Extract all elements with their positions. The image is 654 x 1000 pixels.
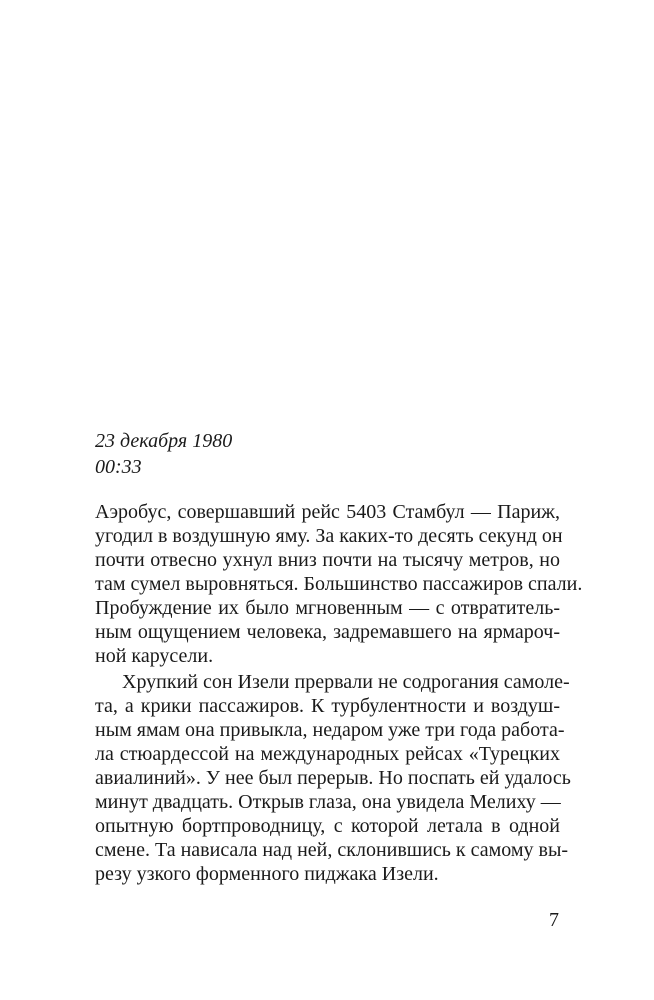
text-line: почти отвесно ухнул вниз почти на тысячу метров, но — [95, 549, 560, 571]
text-line: угодил в воздушную яму. За каких-то десять секунд он — [95, 525, 563, 547]
text-line: там сумел выровняться. Большинство пассажиров спали. — [95, 573, 583, 595]
paragraph-1 — [95, 500, 583, 668]
text-line: ной карусели. — [95, 645, 214, 667]
text-line: ным ямам она привыкла, недаром уже три года работа- — [95, 719, 565, 741]
text-line: ла стюардессой на международных рейсах «Турецких — [95, 743, 560, 765]
page-number: 7 — [549, 909, 559, 931]
chapter-dateline — [95, 428, 565, 480]
text-line: смене. Та нависала над ней, склонившись к самому вы- — [95, 839, 569, 861]
text-line: резу узкого форменного пиджака Изели. — [95, 863, 439, 885]
text-line: ным ощущением человека, задремавшего на ярмароч- — [95, 621, 560, 643]
dateline-date: 23 декабря 1980 — [95, 430, 233, 452]
dateline-time: 00:33 — [95, 456, 142, 478]
text-line: Пробуждение их было мгновенным — с отвратитель- — [95, 597, 560, 619]
text-line: Аэробус, совершавший рейс 5403 Стамбул — Париж, — [95, 501, 560, 523]
body-text — [95, 500, 583, 886]
text-line: минут двадцать. Открыв глаза, она увидела Мелиху — — [95, 791, 561, 813]
text-line: опытную бортпроводницу, с которой летала в одной — [95, 815, 560, 837]
text-line: Хрупкий сон Изели прервали не содрогания самоле- — [122, 671, 570, 693]
text-line: та, а крики пассажиров. К турбулентности и воздуш- — [95, 695, 560, 717]
paragraph-2 — [95, 670, 571, 886]
text-line: авиалиний». У нее был перерыв. Но поспать ей удалось — [95, 767, 571, 789]
